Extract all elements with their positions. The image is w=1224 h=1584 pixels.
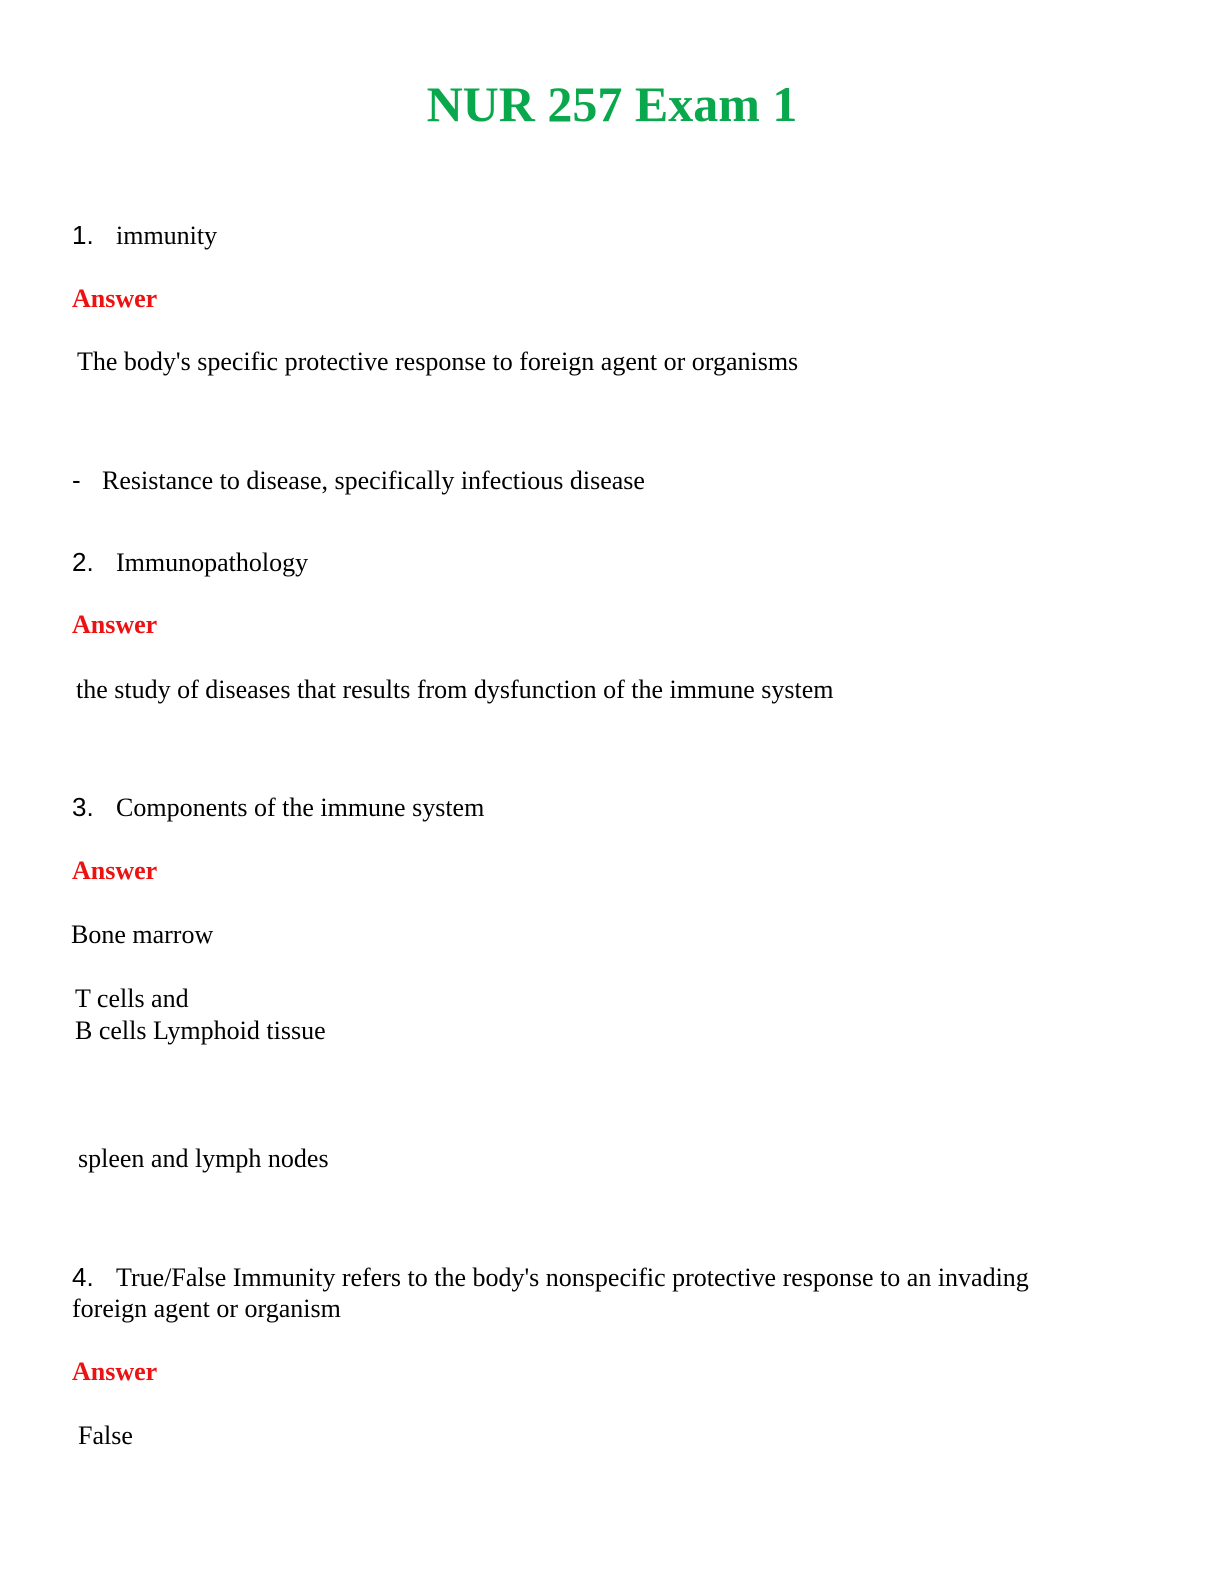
question-prompt: Immunopathology [116, 548, 309, 577]
question-number: 3. [72, 792, 94, 822]
question-2 [72, 547, 308, 578]
answer-note [72, 464, 645, 497]
page-title: NUR 257 Exam 1 [426, 76, 798, 132]
answer-note-text: Resistance to disease, specifically infectious disease [102, 466, 645, 495]
question-number: 2. [72, 547, 94, 577]
question-prompt: Components of the immune system [116, 793, 485, 822]
question-number: 1. [72, 220, 94, 250]
answer-text: False [78, 1421, 133, 1450]
answer-text: Bone marrow [71, 920, 214, 949]
answer-label: Answer [72, 610, 158, 639]
question-prompt: immunity [116, 221, 218, 250]
answer-text: spleen and lymph nodes [78, 1144, 329, 1173]
answer-text: the study of diseases that results from dysfunction of the immune system [76, 675, 834, 704]
answer-label: Answer [72, 1357, 158, 1386]
question-1 [72, 220, 217, 251]
answer-text: B cells Lymphoid tissue [75, 1016, 326, 1045]
question-number: 4. [72, 1262, 94, 1292]
answer-label: Answer [72, 284, 158, 313]
question-prompt: True/False Immunity refers to the body's nonspecific protective response to an invading foreign agent or organism [72, 1263, 1029, 1323]
answer-text: T cells and [75, 984, 189, 1013]
question-4 [72, 1262, 1092, 1324]
answer-text: The body's specific protective response to foreign agent or organisms [77, 347, 799, 376]
question-3 [72, 792, 484, 823]
bullet-dash: - [72, 465, 81, 495]
answer-label: Answer [72, 856, 158, 885]
